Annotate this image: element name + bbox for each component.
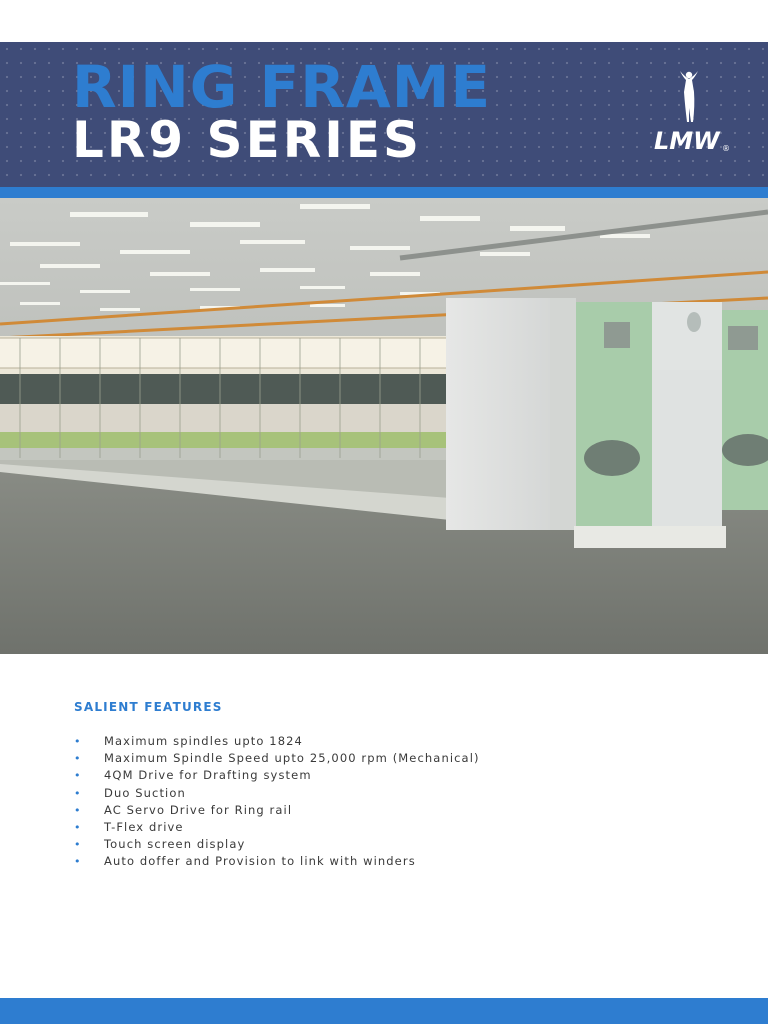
header-banner (0, 42, 768, 187)
bullet-icon: • (74, 752, 82, 766)
registered-mark: ® (722, 144, 730, 153)
title-ring-frame: RING FRAME (72, 53, 492, 121)
lmw-logo (650, 68, 740, 158)
list-item (74, 785, 480, 802)
bullet-icon: • (74, 735, 82, 748)
feature-text: Maximum Spindle Speed upto 25,000 rpm (Mechanical) (104, 751, 480, 766)
figure-emblem-icon (676, 68, 702, 124)
feature-text: T-Flex drive (104, 819, 184, 834)
list-item (74, 767, 480, 784)
footer-bar (0, 998, 768, 1024)
bullet-icon: • (74, 838, 82, 852)
bullet-icon: • (74, 820, 82, 834)
ring-frame-machine-image (0, 198, 768, 654)
list-item (74, 802, 480, 819)
bullet-icon: • (74, 786, 82, 800)
list-item (74, 836, 480, 853)
salient-features-heading: SALIENT FEATURES (74, 700, 223, 714)
bullet-icon: • (74, 803, 82, 817)
list-item (74, 853, 480, 870)
bullet-icon: • (74, 769, 82, 783)
feature-text: AC Servo Drive for Ring rail (104, 802, 293, 817)
list-item (74, 750, 480, 767)
bullet-icon: • (74, 855, 82, 869)
feature-text: Touch screen display (104, 837, 246, 852)
list-item (74, 819, 480, 836)
feature-text: Auto doffer and Provision to link with winders (104, 854, 416, 869)
features-list (74, 733, 480, 871)
list-item (74, 733, 480, 750)
accent-divider (0, 187, 768, 198)
machine-photo (0, 198, 768, 654)
feature-text: 4QM Drive for Drafting system (104, 768, 312, 783)
title-lr9-series: LR9 SERIES (72, 111, 422, 169)
feature-text: Duo Suction (104, 785, 186, 800)
feature-text: Maximum spindles upto 1824 (104, 734, 303, 748)
logo-wordmark: LMW (654, 127, 720, 155)
